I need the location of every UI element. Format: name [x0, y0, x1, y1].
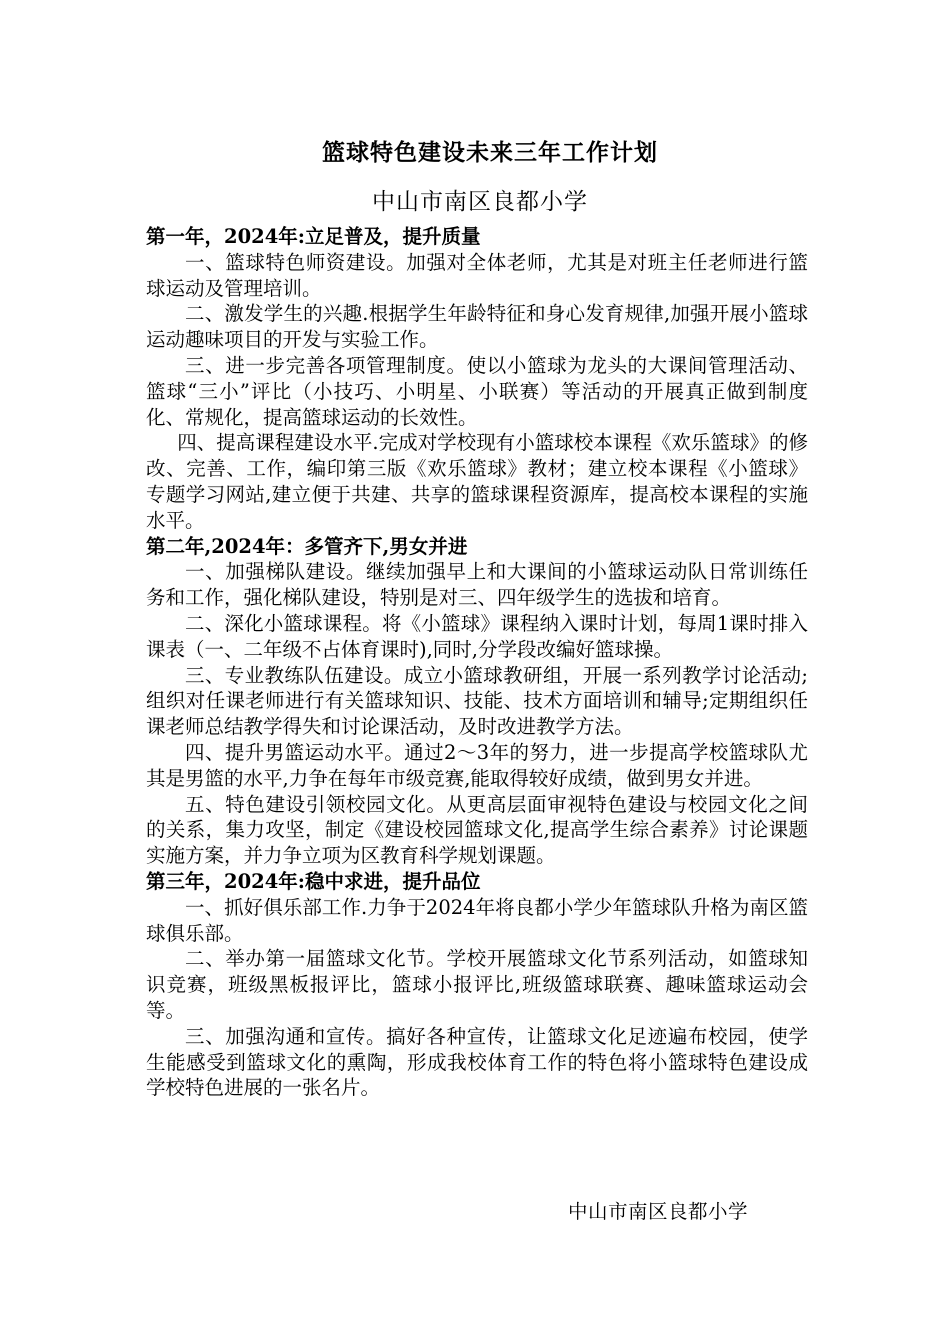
document-subtitle: 中山市南区良都小学: [372, 189, 588, 215]
paragraph: 三、进一步完善各项管理制度。使以小篮球为龙头的大课间管理活动、篮球“三小”评比（小技巧、小明星、小联赛）等活动的开展真正做到制度化、常规化，提高篮球运动的长效性。: [146, 353, 808, 429]
paragraph: 五、特色建设引领校园文化。从更高层面审视特色建设与校园文化之间的关系，集力攻坚，制定《建设校园篮球文化,提高学生综合素养》讨论课题实施方案，并力争立项为区教育科学规划课题。: [146, 792, 808, 868]
paragraph: 三、加强沟通和宣传。搞好各种宣传，让篮球文化足迹遍布校园，使学生能感受到篮球文化的熏陶，形成我校体育工作的特色将小篮球特色建设成学校特色进展的一张名片。: [146, 1024, 808, 1100]
paragraph: 四、提高课程建设水平.完成对学校现有小篮球校本课程《欢乐篮球》的修改、完善、工作，编印第三版《欢乐篮球》教材；建立校本课程《小篮球》专题学习网站,建立便于共建、共享的篮球课程资源库，提高校本课程的实施水平。: [146, 431, 808, 532]
paragraph: 二、激发学生的兴趣.根据学生年龄特征和身心发育规律,加强开展小篮球运动趣味项目的开发与实验工作。: [146, 302, 808, 352]
section-year-two: [146, 534, 808, 869]
paragraph: 一、篮球特色师资建设。加强对全体老师，尤其是对班主任老师进行篮球运动及管理培训。: [146, 250, 808, 300]
paragraph: 一、抓好俱乐部工作.力争于2024年将良都小学少年篮球队升格为南区篮球俱乐部。: [146, 895, 808, 945]
document-body: [146, 224, 808, 1101]
document-footer-signature: 中山市南区良都小学: [568, 1200, 749, 1223]
paragraph: 二、举办第一届篮球文化节。学校开展篮球文化节系列活动，如篮球知识竞赛，班级黑板报评比，篮球小报评比,班级篮球联赛、趣味篮球运动会等。: [146, 947, 808, 1022]
paragraph: 一、加强梯队建设。继续加强早上和大课间的小篮球运动队日常训练任务和工作，强化梯队建设，特别是对三、四年级学生的选拔和培育。: [146, 560, 808, 610]
paragraph: 二、深化小篮球课程。将《小篮球》课程纳入课时计划，每周1课时排入课表（一、二年级不占体育课时),同时,分学段改编好篮球操。: [146, 611, 808, 661]
paragraph: 三、专业教练队伍建设。成立小篮球教研组，开展一系列教学讨论活动;组织对任课老师进行有关篮球知识、技能、技术方面培训和辅导;定期组织任课老师总结教学得失和讨论课活动，及时改进教学方法。: [146, 663, 808, 739]
section-heading: 第二年,2024年：多管齐下,男女并进: [146, 534, 468, 558]
section-heading: 第一年，2024年:立足普及，提升质量: [146, 225, 481, 248]
section-heading: 第三年，2024年:稳中求进，提升品位: [146, 869, 481, 893]
paragraph: 四、提升男篮运动水平。通过2～3年的努力，进一步提高学校篮球队尤其是男篮的水平,力争在每年市级竞赛,能取得较好成绩，做到男女并进。: [146, 740, 808, 790]
section-year-three: [146, 869, 808, 1101]
section-year-one: [146, 224, 808, 534]
document-title: 篮球特色建设未来三年工作计划: [322, 140, 658, 166]
